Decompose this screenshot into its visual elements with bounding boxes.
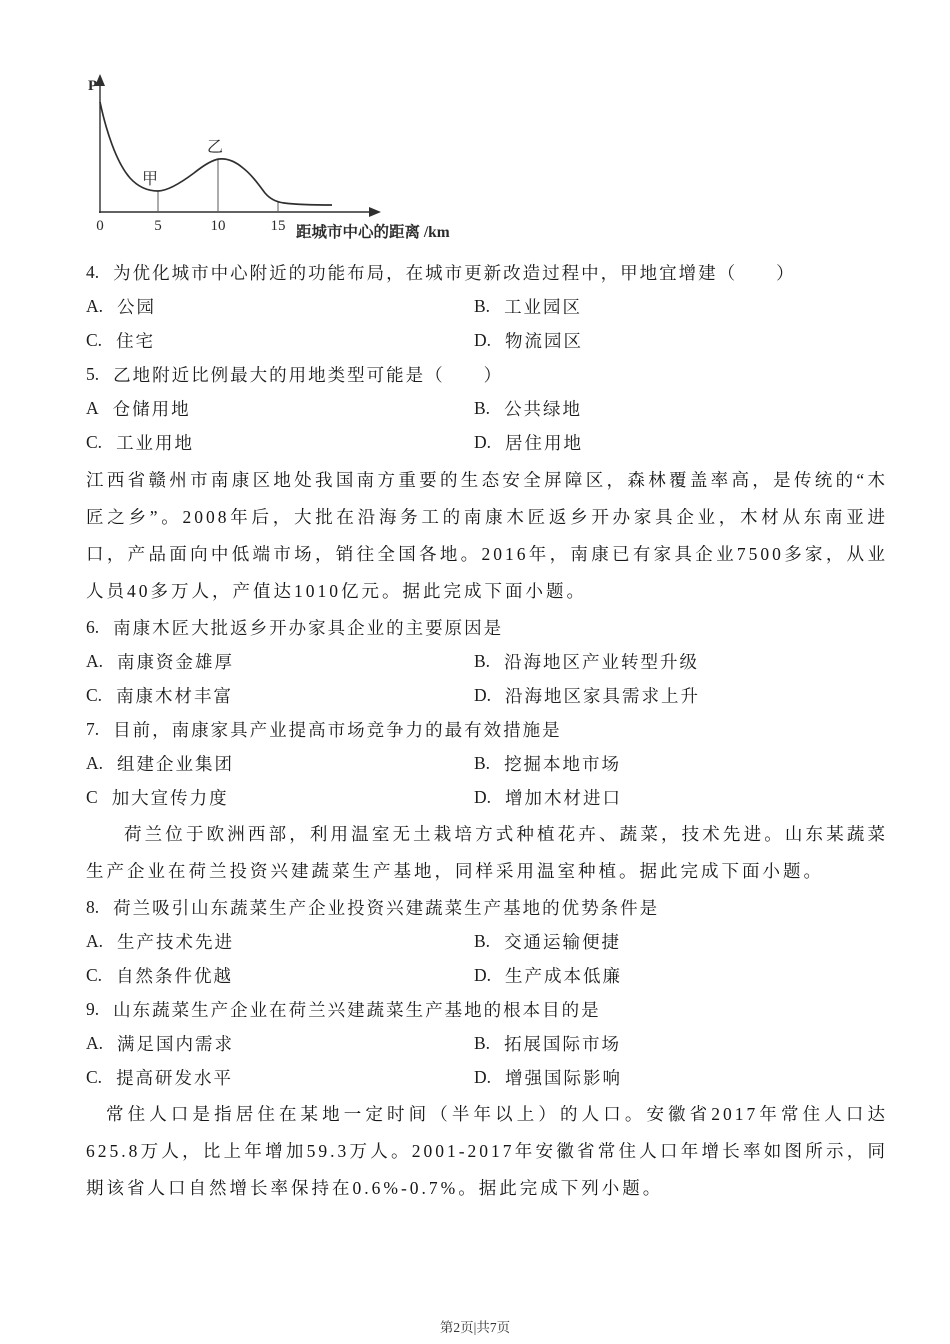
question-4-options-ab (86, 289, 888, 323)
option-text: 增加木材进口 (505, 787, 623, 808)
option-label: A. (86, 650, 104, 671)
question-4-stem-row (86, 255, 888, 289)
question-stem: 南康木匠大批返乡开办家具企业的主要原因是 (113, 617, 504, 638)
option-label: B. (474, 752, 491, 773)
option-label: C. (86, 964, 103, 985)
question-5 (86, 357, 888, 459)
distance-curve-chart (88, 72, 478, 250)
option-label: D. (474, 1066, 492, 1087)
marker-jia-label: 甲 (141, 171, 159, 188)
option-label: C. (86, 684, 103, 705)
option-label: A. (86, 930, 104, 951)
question-number: 9. (86, 998, 100, 1019)
option-a (86, 294, 474, 319)
option-label: B. (474, 930, 491, 951)
question-6-options-cd (86, 678, 888, 712)
option-label: D. (474, 329, 492, 350)
option-label: B. (474, 1032, 491, 1053)
option-label: C. (86, 1066, 103, 1087)
question-9 (86, 992, 888, 1094)
option-a (86, 929, 474, 954)
option-text: 拓展国际市场 (504, 1033, 622, 1054)
question-5-options-cd (86, 425, 888, 459)
option-text: 住宅 (116, 330, 156, 351)
question-7 (86, 712, 888, 814)
option-text: 满足国内需求 (117, 1033, 235, 1054)
question-number: 6. (86, 616, 100, 637)
question-8 (86, 890, 888, 992)
distance-curve-figure (88, 72, 888, 250)
question-8-options-cd (86, 958, 888, 992)
option-text: 提高研发水平 (116, 1067, 234, 1088)
option-d (474, 1065, 622, 1090)
y-axis-label: P (88, 78, 98, 94)
marker-yi-label: 乙 (206, 139, 224, 156)
option-text: 仓储用地 (112, 398, 191, 419)
question-stem: 荷兰吸引山东蔬菜生产企业投资兴建蔬菜生产基地的优势条件是 (113, 897, 660, 918)
option-label: D. (474, 786, 492, 807)
option-text: 加大宣传力度 (111, 787, 229, 808)
option-label: A. (86, 1032, 104, 1053)
option-label: D. (474, 431, 492, 452)
option-text: 物流园区 (505, 330, 584, 351)
option-label: C. (86, 431, 103, 452)
option-text: 沿海地区家具需求上升 (505, 685, 701, 706)
question-8-options-ab (86, 924, 888, 958)
question-5-options-ab (86, 391, 888, 425)
option-b (474, 396, 582, 421)
x-axis-label: 距城市中心的距离 /km (296, 224, 450, 241)
option-b (474, 929, 621, 954)
passage-nankang: 江西省赣州市南康区地处我国南方重要的生态安全屏障区，森林覆盖率高，是传统的“木匠之乡”。2008年后，大批在沿海务工的南康木匠返乡开办家具企业，木材从东南亚进口，产品面向中低端市场，销往全国各地。2016年，南康已有家具企业7500多家，从业人员40多万人，产值达1010亿元。据此完成下面小题。 (86, 470, 888, 601)
question-number: 8. (86, 896, 100, 917)
tick-label-0: 0 (96, 218, 104, 234)
question-number: 4. (86, 261, 100, 282)
question-6-stem-row (86, 610, 888, 644)
option-text: 工业园区 (504, 296, 583, 317)
question-7-options-cd (86, 780, 888, 814)
option-text: 交通运输便捷 (504, 931, 622, 952)
option-text: 南康资金雄厚 (117, 651, 235, 672)
option-text: 南康木材丰富 (116, 685, 234, 706)
question-4 (86, 255, 888, 357)
option-d (474, 683, 700, 708)
option-label: A. (86, 295, 104, 316)
option-a (86, 1031, 474, 1056)
option-c (86, 430, 474, 455)
x-axis-arrow-icon (369, 207, 381, 217)
question-7-options-ab (86, 746, 888, 780)
option-text: 生产技术先进 (117, 931, 235, 952)
option-text: 生产成本低廉 (505, 965, 623, 986)
passage-holland: 荷兰位于欧洲西部，利用温室无土栽培方式种植花卉、蔬菜，技术先进。山东某蔬菜生产企业在荷兰投资兴建蔬菜生产基地，同样采用温室种植。据此完成下面小题。 (86, 824, 888, 881)
question-4-options-cd (86, 323, 888, 357)
option-a (86, 649, 474, 674)
option-text: 公共绿地 (504, 398, 583, 419)
question-6-options-ab (86, 644, 888, 678)
passage-population: 常住人口是指居住在某地一定时间（半年以上）的人口。安徽省2017年常住人口达625.8万人，比上年增加59.3万人。2001-2017年安徽省常住人口年增长率如图所示，同期该省人口自然增长率保持在0.6%-0.7%。据此完成下列小题。 (86, 1104, 888, 1198)
question-9-options-cd (86, 1060, 888, 1094)
option-d (474, 328, 583, 353)
tick-label-5: 5 (154, 218, 162, 234)
option-b (474, 751, 621, 776)
question-7-stem-row (86, 712, 888, 746)
question-9-options-ab (86, 1026, 888, 1060)
question-5-stem-row (86, 357, 888, 391)
option-label: B. (474, 295, 491, 316)
question-stem: 乙地附近比例最大的用地类型可能是（ ） (113, 364, 504, 385)
option-label: B. (474, 397, 491, 418)
option-text: 公园 (117, 296, 157, 317)
option-text: 组建企业集团 (117, 753, 235, 774)
option-text: 沿海地区产业转型升级 (504, 651, 700, 672)
option-label: B. (474, 650, 491, 671)
option-text: 自然条件优越 (116, 965, 234, 986)
option-c (86, 785, 474, 810)
option-d (474, 430, 583, 455)
option-c (86, 328, 474, 353)
option-label: D. (474, 684, 492, 705)
question-number: 5. (86, 363, 100, 384)
option-text: 挖掘本地市场 (504, 753, 622, 774)
question-6 (86, 610, 888, 712)
option-label: A. (86, 752, 104, 773)
option-c (86, 683, 474, 708)
option-d (474, 963, 622, 988)
option-b (474, 294, 582, 319)
option-b (474, 649, 699, 674)
option-text: 增强国际影响 (505, 1067, 623, 1088)
question-stem: 目前，南康家具产业提高市场竞争力的最有效措施是 (113, 719, 562, 740)
tick-label-15: 15 (270, 218, 286, 234)
option-label: D. (474, 964, 492, 985)
tick-label-10: 10 (210, 218, 226, 234)
option-text: 居住用地 (505, 432, 584, 453)
option-text: 工业用地 (116, 432, 195, 453)
question-9-stem-row (86, 992, 888, 1026)
option-c (86, 963, 474, 988)
option-label: A (86, 397, 99, 418)
option-d (474, 785, 622, 810)
option-a (86, 396, 474, 421)
question-stem: 山东蔬菜生产企业在荷兰兴建蔬菜生产基地的根本目的是 (113, 999, 601, 1020)
page-footer: 第2页|共7页 (439, 1320, 511, 1335)
question-8-stem-row (86, 890, 888, 924)
option-b (474, 1031, 621, 1056)
option-a (86, 751, 474, 776)
option-label: C. (86, 329, 103, 350)
question-number: 7. (86, 718, 100, 739)
option-c (86, 1065, 474, 1090)
option-label: C (86, 786, 98, 807)
question-stem: 为优化城市中心附近的功能布局，在城市更新改造过程中，甲地宜增建（ ） (113, 262, 796, 283)
